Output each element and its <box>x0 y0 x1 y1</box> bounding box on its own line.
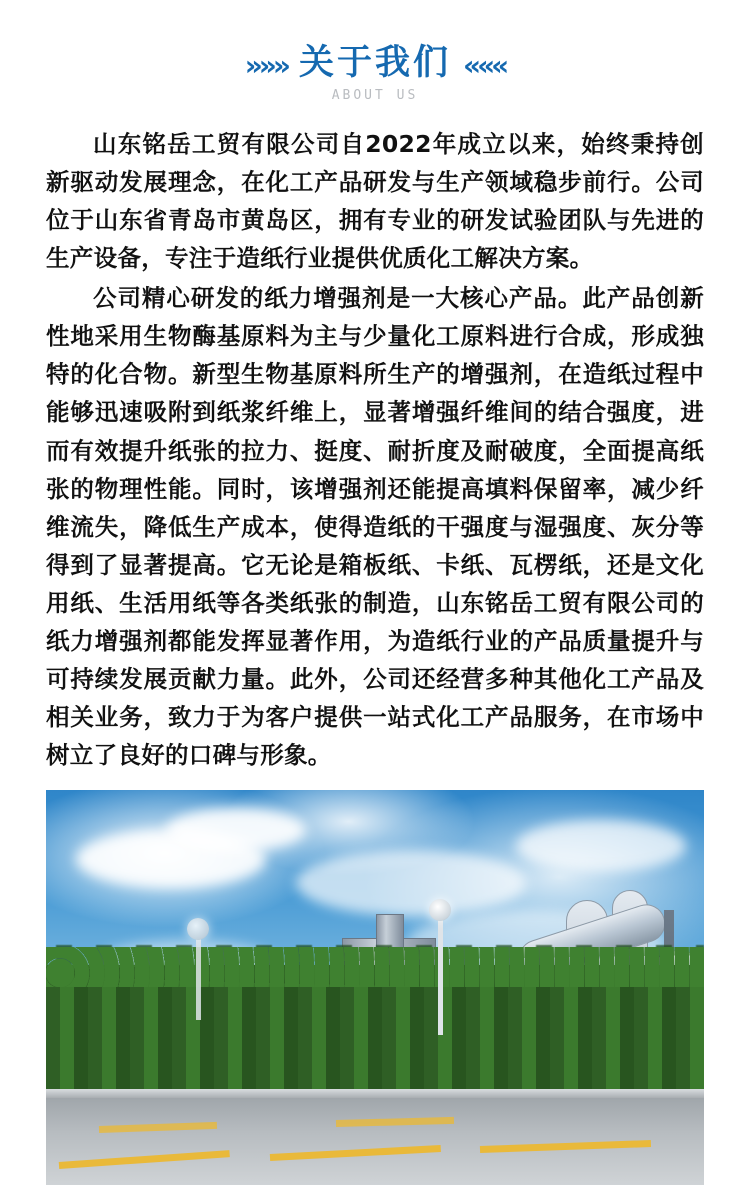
chevron-right-icon: ««« <box>463 48 506 82</box>
road <box>46 1089 704 1185</box>
road-marking <box>335 1117 454 1127</box>
article-body <box>46 125 704 774</box>
factory-photo-container <box>46 790 704 1185</box>
title-row <box>0 43 750 83</box>
road-marking <box>99 1122 218 1133</box>
curb <box>46 1089 704 1098</box>
factory-photo <box>46 790 704 1185</box>
street-lamp-icon <box>196 934 201 1020</box>
paragraph-1: 山东铭岳工贸有限公司自2022年成立以来，始终秉持创新驱动发展理念，在化工产品研发与生产领域稳步前行。公司位于山东省青岛市黄岛区，拥有专业的研发试验团队与先进的生产设备，专注于造纸行业提供优质化工解决方案。 <box>46 130 704 273</box>
street-lamp-icon <box>438 915 443 1035</box>
paragraph-2: 公司精心研发的纸力增强剂是一大核心产品。此产品创新性地采用生物酶基原料为主与少量化工原料进行合成，形成独特的化合物。新型生物基原料所生产的增强剂，在造纸过程中能够迅速吸附到纸浆纤维上，显著增强纤维间的结合强度，进而有效提升纸张的拉力、挺度、耐折度及耐破度，全面提高纸张的物理性能。同时，该增强剂还能提高填料保留率，减少纤维流失，降低生产成本，使得造纸的干强度与湿强度、灰分等得到了显著提高。它无论是箱板纸、卡纸、瓦楞纸，还是文化用纸、生活用纸等各类纸张的制造，山东铭岳工贸有限公司的纸力增强剂都能发挥显著作用，为造纸行业的产品质量提升与可持续发展贡献力量。此外，公司还经营多种其他化工产品及相关业务，致力于为客户提供一站式化工产品服务，在市场中树立了良好的口碑与形象。 <box>46 284 704 769</box>
road-marking <box>480 1140 651 1153</box>
road-marking <box>270 1145 441 1161</box>
page-subtitle: ABOUT US <box>331 88 419 103</box>
cloud-icon <box>166 808 306 852</box>
chevron-left-icon: »»» <box>244 48 287 82</box>
page-header <box>0 0 750 103</box>
cloud-icon <box>296 850 526 916</box>
hedge-row <box>46 965 704 1093</box>
cloud-icon <box>516 820 686 872</box>
page-title: 关于我们 <box>298 43 451 83</box>
road-marking <box>59 1150 230 1169</box>
chimney <box>376 914 404 948</box>
